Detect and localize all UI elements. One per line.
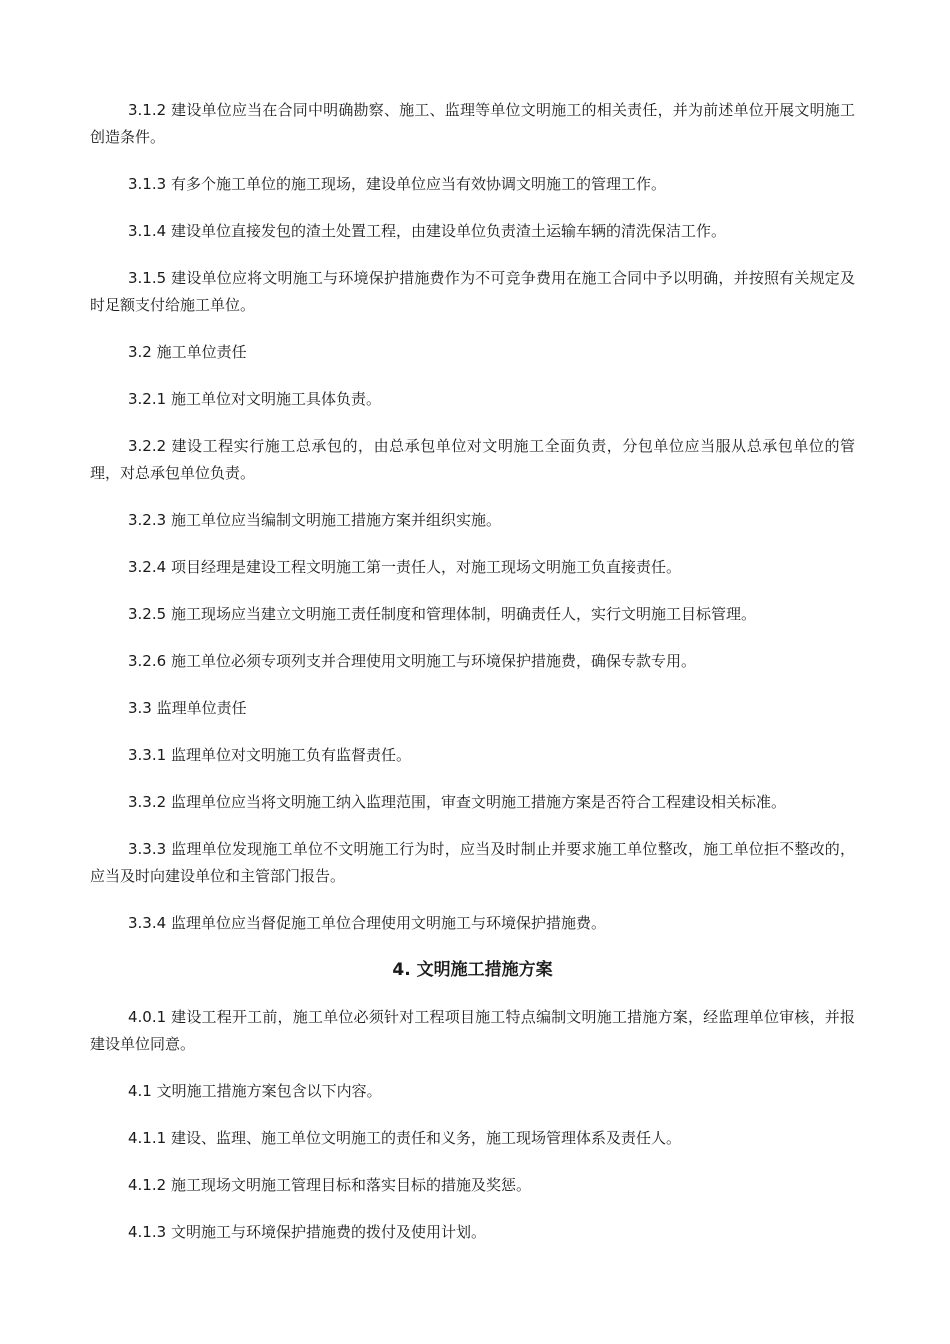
clause-text: 建设工程开工前，施工单位必须针对工程项目施工特点编制文明施工措施方案，经监理单位审核，并报建设单位同意。 (90, 1008, 855, 1053)
clause-number: 3.2 (128, 343, 152, 361)
clause-text: 施工单位必须专项列支并合理使用文明施工与环境保护措施费，确保专款专用。 (170, 652, 696, 670)
paragraph-3-2-6 (90, 648, 855, 675)
clause-text: 建设单位应将文明施工与环境保护措施费作为不可竞争费用在施工合同中予以明确，并按照有关规定及时足额支付给施工单位。 (90, 269, 855, 314)
clause-text: 施工现场应当建立文明施工责任制度和管理体制，明确责任人，实行文明施工目标管理。 (170, 605, 756, 623)
clause-number: 3.3.4 (128, 914, 167, 932)
clause-number: 4.1.2 (128, 1176, 167, 1194)
clause-text: 建设单位应当在合同中明确勘察、施工、监理等单位文明施工的相关责任，并为前述单位开展文明施工创造条件。 (90, 101, 855, 146)
clause-text: 监理单位责任 (156, 699, 247, 717)
paragraph-3-1-4 (90, 218, 855, 245)
clause-text: 文明施工措施方案包含以下内容。 (156, 1082, 382, 1100)
paragraph-3-1-2 (90, 97, 855, 151)
paragraph-3-1-3 (90, 171, 855, 198)
paragraph-3-2-5 (90, 601, 855, 628)
paragraph-3-3 (90, 695, 855, 722)
clause-text: 有多个施工单位的施工现场，建设单位应当有效协调文明施工的管理工作。 (170, 175, 666, 193)
paragraph-3-2 (90, 339, 855, 366)
clause-text: 监理单位应当将文明施工纳入监理范围，审查文明施工措施方案是否符合工程建设相关标准。 (170, 793, 786, 811)
clause-text: 建设单位直接发包的渣土处置工程，由建设单位负责渣土运输车辆的清洗保洁工作。 (170, 222, 726, 240)
clause-number: 3.3.1 (128, 746, 167, 764)
clause-text: 施工单位对文明施工具体负责。 (170, 390, 381, 408)
clause-text: 施工单位责任 (156, 343, 247, 361)
clause-number: 3.1.2 (128, 101, 167, 119)
paragraph-3-3-2 (90, 789, 855, 816)
section-4-content (90, 1004, 855, 1246)
clause-text: 施工单位应当编制文明施工措施方案并组织实施。 (170, 511, 501, 529)
section-heading-number: 4. (392, 960, 411, 980)
clause-text: 建设、监理、施工单位文明施工的责任和义务，施工现场管理体系及责任人。 (170, 1129, 681, 1147)
section-heading-title: 文明施工措施方案 (416, 960, 553, 980)
paragraph-4-0-1 (90, 1004, 855, 1058)
clause-text: 监理单位发现施工单位不文明施工行为时，应当及时制止并要求施工单位整改，施工单位拒不整改的，应当及时向建设单位和主管部门报告。 (90, 840, 855, 885)
paragraph-4-1-3 (90, 1219, 855, 1246)
clause-number: 3.2.3 (128, 511, 167, 529)
clause-text: 文明施工与环境保护措施费的拨付及使用计划。 (170, 1223, 486, 1241)
paragraph-4-1-1 (90, 1125, 855, 1152)
paragraph-4-1-2 (90, 1172, 855, 1199)
clause-number: 3.2.5 (128, 605, 167, 623)
paragraph-3-3-3 (90, 836, 855, 890)
clause-number: 3.3 (128, 699, 152, 717)
clause-text: 施工现场文明施工管理目标和落实目标的措施及奖惩。 (170, 1176, 531, 1194)
paragraph-3-2-1 (90, 386, 855, 413)
paragraph-3-2-3 (90, 507, 855, 534)
clause-number: 3.1.5 (128, 269, 167, 287)
clause-text: 项目经理是建设工程文明施工第一责任人，对施工现场文明施工负直接责任。 (170, 558, 681, 576)
clause-text: 监理单位对文明施工负有监督责任。 (170, 746, 411, 764)
clause-number: 3.3.3 (128, 840, 167, 858)
clause-text: 监理单位应当督促施工单位合理使用文明施工与环境保护措施费。 (170, 914, 606, 932)
clause-number: 3.2.6 (128, 652, 167, 670)
paragraph-4-1 (90, 1078, 855, 1105)
clause-number: 3.2.2 (128, 437, 167, 455)
clause-text: 建设工程实行施工总承包的，由总承包单位对文明施工全面负责，分包单位应当服从总承包单位的管理，对总承包单位负责。 (90, 437, 855, 482)
clause-number: 3.3.2 (128, 793, 167, 811)
paragraph-3-2-2 (90, 433, 855, 487)
clause-number: 3.1.4 (128, 222, 167, 240)
paragraph-3-3-1 (90, 742, 855, 769)
clause-number: 3.2.1 (128, 390, 167, 408)
clause-number: 3.1.3 (128, 175, 167, 193)
clause-number: 4.1 (128, 1082, 152, 1100)
clause-number: 4.1.3 (128, 1223, 167, 1241)
clause-number: 4.1.1 (128, 1129, 167, 1147)
clause-number: 4.0.1 (128, 1008, 167, 1026)
document-page (90, 97, 855, 1266)
section-heading (90, 957, 855, 984)
paragraph-3-1-5 (90, 265, 855, 319)
section-3-content (90, 97, 855, 937)
paragraph-3-2-4 (90, 554, 855, 581)
paragraph-3-3-4 (90, 910, 855, 937)
clause-number: 3.2.4 (128, 558, 167, 576)
